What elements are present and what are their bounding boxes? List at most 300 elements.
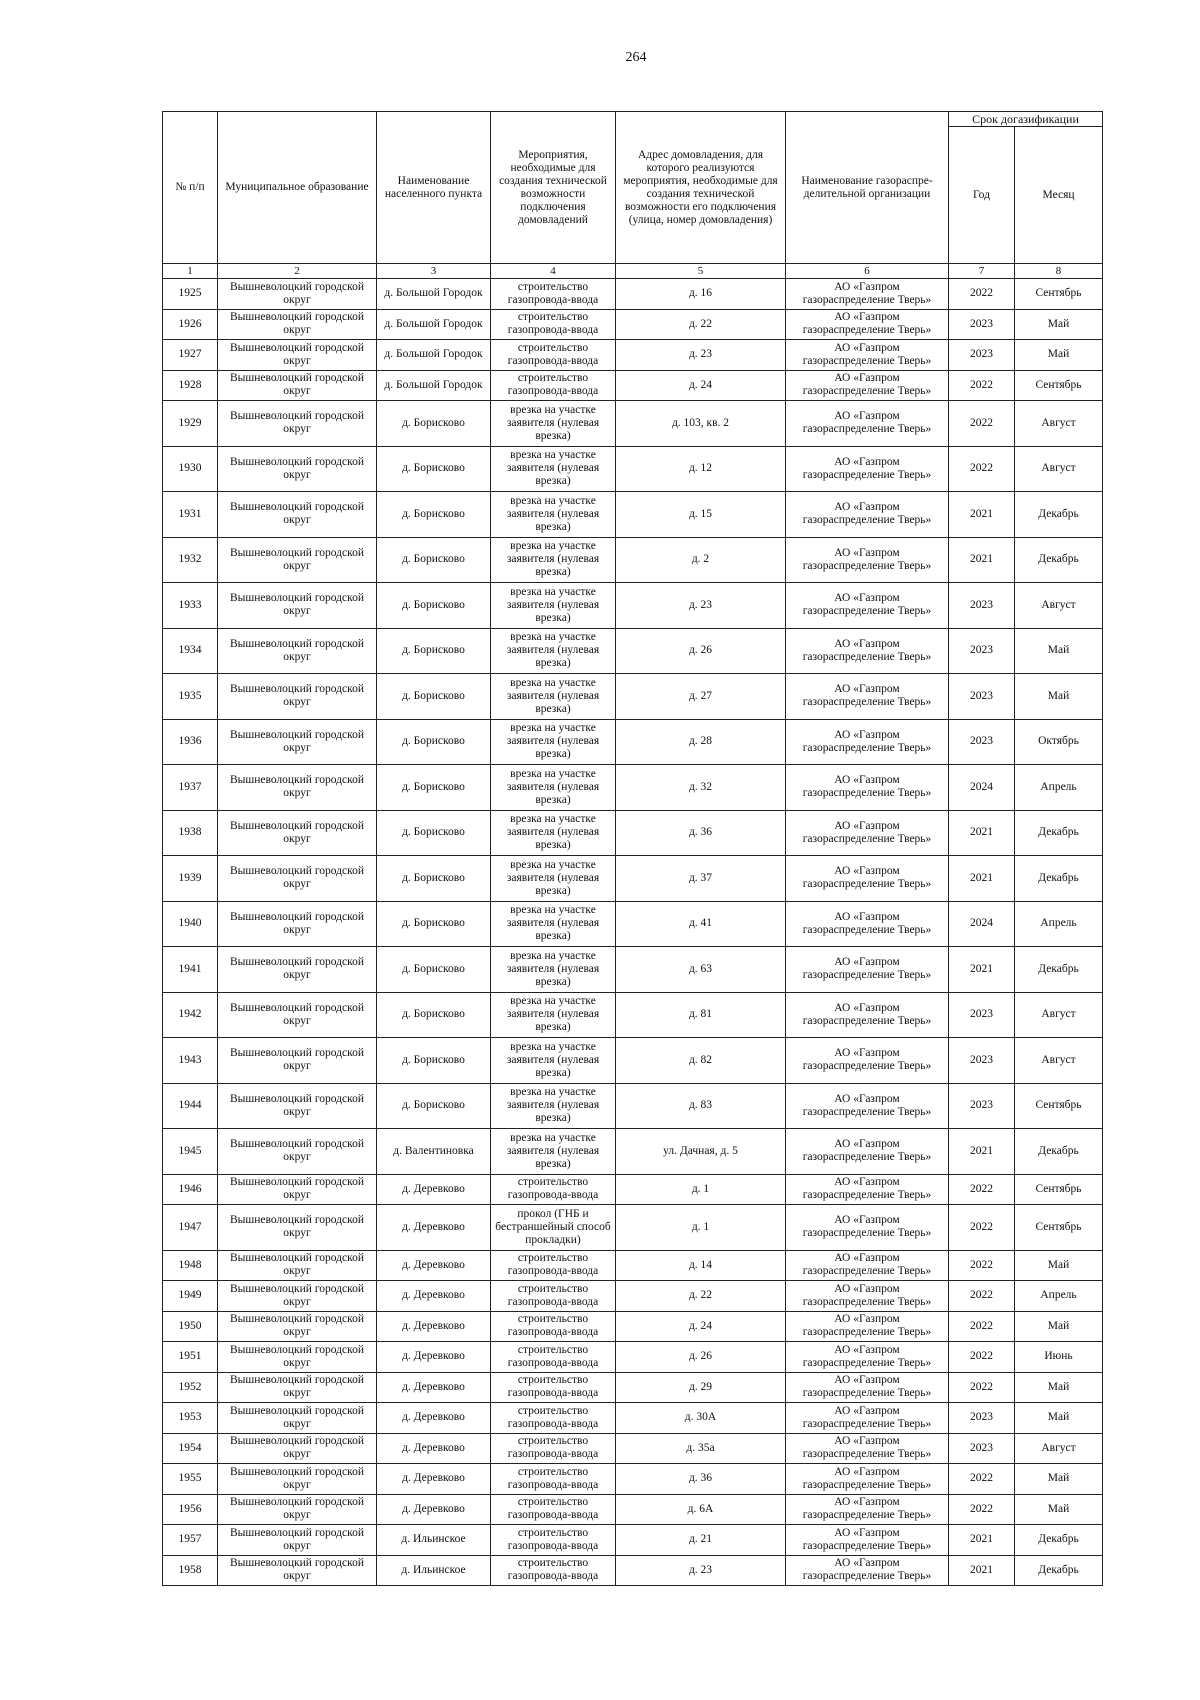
table-row <box>163 446 1103 492</box>
year-cell: 2022 <box>949 446 1015 492</box>
measures-cell: строительство газопровода-ввода <box>491 1494 616 1525</box>
month-cell: Август <box>1015 1433 1103 1464</box>
month-cell: Май <box>1015 1464 1103 1495</box>
table-row <box>163 537 1103 583</box>
month-cell: Декабрь <box>1015 1525 1103 1556</box>
month-cell: Декабрь <box>1015 856 1103 902</box>
year-cell: 2023 <box>949 674 1015 720</box>
page-number: 264 <box>625 50 647 65</box>
measures-cell: врезка на участке заявителя (нулевая врезка) <box>491 1038 616 1084</box>
settlement-cell: д. Борисково <box>377 1083 491 1129</box>
organization-cell: АО «Газпром газораспределение Тверь» <box>786 1464 949 1495</box>
row-number: 1933 <box>163 583 218 629</box>
table-row <box>163 370 1103 401</box>
organization-cell: АО «Газпром газораспределение Тверь» <box>786 628 949 674</box>
measures-cell: врезка на участке заявителя (нулевая врезка) <box>491 628 616 674</box>
organization-cell: АО «Газпром газораспределение Тверь» <box>786 856 949 902</box>
municipality-cell: Вышневолоцкий городской округ <box>218 279 377 310</box>
header-organization: Наименование газораспре-делительной организации <box>786 112 949 264</box>
address-cell: д. 103, кв. 2 <box>616 401 786 447</box>
organization-cell: АО «Газпром газораспределение Тверь» <box>786 1372 949 1403</box>
row-number: 1952 <box>163 1372 218 1403</box>
measures-cell: врезка на участке заявителя (нулевая врезка) <box>491 901 616 947</box>
table-row <box>163 1525 1103 1556</box>
organization-cell: АО «Газпром газораспределение Тверь» <box>786 1250 949 1281</box>
year-cell: 2022 <box>949 1174 1015 1205</box>
address-cell: д. 15 <box>616 492 786 538</box>
header-settlement: Наименование населенного пункта <box>377 112 491 264</box>
address-cell: д. 1 <box>616 1174 786 1205</box>
month-cell: Май <box>1015 1311 1103 1342</box>
municipality-cell: Вышневолоцкий городской округ <box>218 492 377 538</box>
settlement-cell: д. Борисково <box>377 719 491 765</box>
measures-cell: врезка на участке заявителя (нулевая врезка) <box>491 1083 616 1129</box>
year-cell: 2023 <box>949 1433 1015 1464</box>
table-row <box>163 856 1103 902</box>
organization-cell: АО «Газпром газораспределение Тверь» <box>786 1311 949 1342</box>
month-cell: Август <box>1015 583 1103 629</box>
measures-cell: врезка на участке заявителя (нулевая врезка) <box>491 1129 616 1175</box>
municipality-cell: Вышневолоцкий городской округ <box>218 1083 377 1129</box>
year-cell: 2024 <box>949 765 1015 811</box>
organization-cell: АО «Газпром газораспределение Тверь» <box>786 674 949 720</box>
year-cell: 2021 <box>949 1525 1015 1556</box>
year-cell: 2021 <box>949 856 1015 902</box>
header-num: № п/п <box>163 112 218 264</box>
municipality-cell: Вышневолоцкий городской округ <box>218 340 377 371</box>
settlement-cell: д. Борисково <box>377 992 491 1038</box>
municipality-cell: Вышневолоцкий городской округ <box>218 1129 377 1175</box>
municipality-cell: Вышневолоцкий городской округ <box>218 537 377 583</box>
year-cell: 2022 <box>949 370 1015 401</box>
address-cell: д. 63 <box>616 947 786 993</box>
month-cell: Сентябрь <box>1015 279 1103 310</box>
settlement-cell: д. Борисково <box>377 537 491 583</box>
year-cell: 2023 <box>949 719 1015 765</box>
year-cell: 2022 <box>949 1464 1015 1495</box>
municipality-cell: Вышневолоцкий городской округ <box>218 810 377 856</box>
year-cell: 2022 <box>949 1205 1015 1251</box>
municipality-cell: Вышневолоцкий городской округ <box>218 1433 377 1464</box>
measures-cell: врезка на участке заявителя (нулевая врезка) <box>491 446 616 492</box>
municipality-cell: Вышневолоцкий городской округ <box>218 1494 377 1525</box>
municipality-cell: Вышневолоцкий городской округ <box>218 628 377 674</box>
measures-cell: врезка на участке заявителя (нулевая врезка) <box>491 401 616 447</box>
settlement-cell: д. Борисково <box>377 765 491 811</box>
table-row <box>163 1342 1103 1373</box>
address-cell: д. 14 <box>616 1250 786 1281</box>
month-cell: Май <box>1015 309 1103 340</box>
address-cell: д. 28 <box>616 719 786 765</box>
header-deadline-group: Срок догазификации <box>949 112 1103 127</box>
settlement-cell: д. Ильинское <box>377 1555 491 1586</box>
year-cell: 2021 <box>949 810 1015 856</box>
table-row <box>163 992 1103 1038</box>
table-row <box>163 401 1103 447</box>
address-cell: д. 26 <box>616 1342 786 1373</box>
address-cell: д. 35а <box>616 1433 786 1464</box>
address-cell: д. 6А <box>616 1494 786 1525</box>
table-row <box>163 1250 1103 1281</box>
settlement-cell: д. Борисково <box>377 947 491 993</box>
organization-cell: АО «Газпром газораспределение Тверь» <box>786 1494 949 1525</box>
address-cell: д. 37 <box>616 856 786 902</box>
table-row <box>163 674 1103 720</box>
organization-cell: АО «Газпром газораспределение Тверь» <box>786 1342 949 1373</box>
month-cell: Август <box>1015 992 1103 1038</box>
month-cell: Август <box>1015 446 1103 492</box>
settlement-cell: д. Деревково <box>377 1464 491 1495</box>
settlement-cell: д. Деревково <box>377 1342 491 1373</box>
year-cell: 2021 <box>949 947 1015 993</box>
municipality-cell: Вышневолоцкий городской округ <box>218 992 377 1038</box>
row-number: 1932 <box>163 537 218 583</box>
month-cell: Апрель <box>1015 765 1103 811</box>
address-cell: д. 30А <box>616 1403 786 1434</box>
address-cell: д. 83 <box>616 1083 786 1129</box>
municipality-cell: Вышневолоцкий городской округ <box>218 1250 377 1281</box>
settlement-cell: д. Борисково <box>377 674 491 720</box>
settlement-cell: д. Борисково <box>377 401 491 447</box>
organization-cell: АО «Газпром газораспределение Тверь» <box>786 309 949 340</box>
municipality-cell: Вышневолоцкий городской округ <box>218 674 377 720</box>
month-cell: Сентябрь <box>1015 1205 1103 1251</box>
municipality-cell: Вышневолоцкий городской округ <box>218 1403 377 1434</box>
row-number: 1944 <box>163 1083 218 1129</box>
header-municipality: Муниципальное образование <box>218 112 377 264</box>
settlement-cell: д. Деревково <box>377 1281 491 1312</box>
settlement-cell: д. Борисково <box>377 628 491 674</box>
row-number: 1930 <box>163 446 218 492</box>
organization-cell: АО «Газпром газораспределение Тверь» <box>786 947 949 993</box>
municipality-cell: Вышневолоцкий городской округ <box>218 1464 377 1495</box>
measures-cell: строительство газопровода-ввода <box>491 1174 616 1205</box>
municipality-cell: Вышневолоцкий городской округ <box>218 1281 377 1312</box>
row-number: 1947 <box>163 1205 218 1251</box>
row-number: 1925 <box>163 279 218 310</box>
month-cell: Май <box>1015 1494 1103 1525</box>
measures-cell: строительство газопровода-ввода <box>491 1403 616 1434</box>
table-row <box>163 1129 1103 1175</box>
address-cell: д. 23 <box>616 1555 786 1586</box>
settlement-cell: д. Борисково <box>377 901 491 947</box>
year-cell: 2023 <box>949 583 1015 629</box>
month-cell: Декабрь <box>1015 537 1103 583</box>
address-cell: д. 16 <box>616 279 786 310</box>
column-number: 7 <box>949 264 1015 279</box>
table-row <box>163 279 1103 310</box>
table-row <box>163 1433 1103 1464</box>
settlement-cell: д. Борисково <box>377 1038 491 1084</box>
settlement-cell: д. Борисково <box>377 856 491 902</box>
settlement-cell: д. Деревково <box>377 1494 491 1525</box>
row-number: 1940 <box>163 901 218 947</box>
address-cell: д. 82 <box>616 1038 786 1084</box>
row-number: 1937 <box>163 765 218 811</box>
municipality-cell: Вышневолоцкий городской округ <box>218 856 377 902</box>
organization-cell: АО «Газпром газораспределение Тверь» <box>786 537 949 583</box>
settlement-cell: д. Большой Городок <box>377 309 491 340</box>
table-row <box>163 719 1103 765</box>
organization-cell: АО «Газпром газораспределение Тверь» <box>786 901 949 947</box>
year-cell: 2023 <box>949 992 1015 1038</box>
municipality-cell: Вышневолоцкий городской округ <box>218 1372 377 1403</box>
organization-cell: АО «Газпром газораспределение Тверь» <box>786 1038 949 1084</box>
year-cell: 2021 <box>949 537 1015 583</box>
month-cell: Апрель <box>1015 901 1103 947</box>
month-cell: Декабрь <box>1015 947 1103 993</box>
row-number: 1954 <box>163 1433 218 1464</box>
year-cell: 2023 <box>949 1038 1015 1084</box>
address-cell: д. 81 <box>616 992 786 1038</box>
year-cell: 2022 <box>949 1494 1015 1525</box>
organization-cell: АО «Газпром газораспределение Тверь» <box>786 992 949 1038</box>
row-number: 1951 <box>163 1342 218 1373</box>
column-number: 3 <box>377 264 491 279</box>
settlement-cell: д. Деревково <box>377 1174 491 1205</box>
municipality-cell: Вышневолоцкий городской округ <box>218 1311 377 1342</box>
row-number: 1929 <box>163 401 218 447</box>
organization-cell: АО «Газпром газораспределение Тверь» <box>786 1555 949 1586</box>
address-cell: д. 22 <box>616 1281 786 1312</box>
month-cell: Май <box>1015 628 1103 674</box>
year-cell: 2021 <box>949 492 1015 538</box>
address-cell: д. 2 <box>616 537 786 583</box>
table-body <box>163 279 1103 1586</box>
organization-cell: АО «Газпром газораспределение Тверь» <box>786 1281 949 1312</box>
municipality-cell: Вышневолоцкий городской округ <box>218 1555 377 1586</box>
year-cell: 2023 <box>949 628 1015 674</box>
organization-cell: АО «Газпром газораспределение Тверь» <box>786 1174 949 1205</box>
table-row <box>163 1083 1103 1129</box>
year-cell: 2023 <box>949 1083 1015 1129</box>
measures-cell: врезка на участке заявителя (нулевая врезка) <box>491 719 616 765</box>
settlement-cell: д. Борисково <box>377 810 491 856</box>
table-row <box>163 810 1103 856</box>
table-row <box>163 1174 1103 1205</box>
measures-cell: врезка на участке заявителя (нулевая врезка) <box>491 765 616 811</box>
municipality-cell: Вышневолоцкий городской округ <box>218 370 377 401</box>
organization-cell: АО «Газпром газораспределение Тверь» <box>786 492 949 538</box>
table-row <box>163 1464 1103 1495</box>
row-number: 1946 <box>163 1174 218 1205</box>
row-number: 1956 <box>163 1494 218 1525</box>
row-number: 1953 <box>163 1403 218 1434</box>
address-cell: д. 23 <box>616 583 786 629</box>
municipality-cell: Вышневолоцкий городской округ <box>218 401 377 447</box>
settlement-cell: д. Ильинское <box>377 1525 491 1556</box>
municipality-cell: Вышневолоцкий городской округ <box>218 446 377 492</box>
measures-cell: строительство газопровода-ввода <box>491 1555 616 1586</box>
row-number: 1936 <box>163 719 218 765</box>
settlement-cell: д. Большой Городок <box>377 340 491 371</box>
month-cell: Декабрь <box>1015 492 1103 538</box>
municipality-cell: Вышневолоцкий городской округ <box>218 947 377 993</box>
year-cell: 2023 <box>949 1403 1015 1434</box>
municipality-cell: Вышневолоцкий городской округ <box>218 1174 377 1205</box>
row-number: 1957 <box>163 1525 218 1556</box>
column-number: 4 <box>491 264 616 279</box>
month-cell: Июнь <box>1015 1342 1103 1373</box>
table-row <box>163 583 1103 629</box>
measures-cell: прокол (ГНБ и бестраншейный способ прокладки) <box>491 1205 616 1251</box>
table-row <box>163 340 1103 371</box>
measures-cell: строительство газопровода-ввода <box>491 1525 616 1556</box>
row-number: 1949 <box>163 1281 218 1312</box>
measures-cell: врезка на участке заявителя (нулевая врезка) <box>491 810 616 856</box>
month-cell: Май <box>1015 1250 1103 1281</box>
settlement-cell: д. Большой Городок <box>377 279 491 310</box>
table-row <box>163 947 1103 993</box>
table-row <box>163 1038 1103 1084</box>
header-year: Год <box>949 127 1015 264</box>
year-cell: 2023 <box>949 309 1015 340</box>
month-cell: Декабрь <box>1015 810 1103 856</box>
row-number: 1931 <box>163 492 218 538</box>
month-cell: Май <box>1015 1372 1103 1403</box>
measures-cell: строительство газопровода-ввода <box>491 1464 616 1495</box>
address-cell: д. 21 <box>616 1525 786 1556</box>
table-row <box>163 492 1103 538</box>
address-cell: д. 36 <box>616 810 786 856</box>
year-cell: 2022 <box>949 1311 1015 1342</box>
organization-cell: АО «Газпром газораспределение Тверь» <box>786 719 949 765</box>
settlement-cell: д. Борисково <box>377 492 491 538</box>
column-number-row <box>163 264 1103 279</box>
year-cell: 2021 <box>949 1555 1015 1586</box>
column-number: 2 <box>218 264 377 279</box>
year-cell: 2022 <box>949 1342 1015 1373</box>
municipality-cell: Вышневолоцкий городской округ <box>218 901 377 947</box>
year-cell: 2024 <box>949 901 1015 947</box>
municipality-cell: Вышневолоцкий городской округ <box>218 1525 377 1556</box>
organization-cell: АО «Газпром газораспределение Тверь» <box>786 279 949 310</box>
settlement-cell: д. Валентиновка <box>377 1129 491 1175</box>
row-number: 1941 <box>163 947 218 993</box>
column-number: 6 <box>786 264 949 279</box>
organization-cell: АО «Газпром газораспределение Тверь» <box>786 1129 949 1175</box>
measures-cell: врезка на участке заявителя (нулевая врезка) <box>491 947 616 993</box>
month-cell: Май <box>1015 1403 1103 1434</box>
address-cell: д. 1 <box>616 1205 786 1251</box>
organization-cell: АО «Газпром газораспределение Тверь» <box>786 1433 949 1464</box>
measures-cell: строительство газопровода-ввода <box>491 1342 616 1373</box>
measures-cell: строительство газопровода-ввода <box>491 1281 616 1312</box>
municipality-cell: Вышневолоцкий городской округ <box>218 1038 377 1084</box>
column-number: 8 <box>1015 264 1103 279</box>
measures-cell: врезка на участке заявителя (нулевая врезка) <box>491 992 616 1038</box>
settlement-cell: д. Деревково <box>377 1403 491 1434</box>
municipality-cell: Вышневолоцкий городской округ <box>218 583 377 629</box>
month-cell: Октябрь <box>1015 719 1103 765</box>
organization-cell: АО «Газпром газораспределение Тверь» <box>786 810 949 856</box>
column-number: 5 <box>616 264 786 279</box>
row-number: 1928 <box>163 370 218 401</box>
settlement-cell: д. Деревково <box>377 1250 491 1281</box>
address-cell: д. 12 <box>616 446 786 492</box>
table-row <box>163 1494 1103 1525</box>
year-cell: 2021 <box>949 1129 1015 1175</box>
row-number: 1935 <box>163 674 218 720</box>
row-number: 1927 <box>163 340 218 371</box>
year-cell: 2023 <box>949 340 1015 371</box>
month-cell: Сентябрь <box>1015 1174 1103 1205</box>
measures-cell: врезка на участке заявителя (нулевая врезка) <box>491 537 616 583</box>
month-cell: Май <box>1015 340 1103 371</box>
header-month: Месяц <box>1015 127 1103 264</box>
table-row <box>163 1555 1103 1586</box>
organization-cell: АО «Газпром газораспределение Тверь» <box>786 340 949 371</box>
month-cell: Апрель <box>1015 1281 1103 1312</box>
year-cell: 2022 <box>949 1372 1015 1403</box>
month-cell: Август <box>1015 401 1103 447</box>
measures-cell: строительство газопровода-ввода <box>491 309 616 340</box>
table-row <box>163 901 1103 947</box>
month-cell: Август <box>1015 1038 1103 1084</box>
measures-cell: врезка на участке заявителя (нулевая врезка) <box>491 583 616 629</box>
municipality-cell: Вышневолоцкий городской округ <box>218 1205 377 1251</box>
measures-cell: строительство газопровода-ввода <box>491 370 616 401</box>
address-cell: д. 24 <box>616 1311 786 1342</box>
measures-cell: строительство газопровода-ввода <box>491 340 616 371</box>
settlement-cell: д. Деревково <box>377 1372 491 1403</box>
header-measures: Мероприятия, необходимые для создания технической возможности подключения домовладений <box>491 112 616 264</box>
table-row <box>163 1372 1103 1403</box>
table-row <box>163 1281 1103 1312</box>
organization-cell: АО «Газпром газораспределение Тверь» <box>786 370 949 401</box>
month-cell: Май <box>1015 674 1103 720</box>
organization-cell: АО «Газпром газораспределение Тверь» <box>786 1083 949 1129</box>
municipality-cell: Вышневолоцкий городской округ <box>218 309 377 340</box>
row-number: 1945 <box>163 1129 218 1175</box>
table-row <box>163 1311 1103 1342</box>
column-number: 1 <box>163 264 218 279</box>
settlement-cell: д. Деревково <box>377 1311 491 1342</box>
year-cell: 2022 <box>949 1281 1015 1312</box>
table-row <box>163 1403 1103 1434</box>
year-cell: 2022 <box>949 401 1015 447</box>
municipality-cell: Вышневолоцкий городской округ <box>218 1342 377 1373</box>
table-row <box>163 628 1103 674</box>
address-cell: д. 29 <box>616 1372 786 1403</box>
settlement-cell: д. Борисково <box>377 583 491 629</box>
municipality-cell: Вышневолоцкий городской округ <box>218 765 377 811</box>
measures-cell: строительство газопровода-ввода <box>491 279 616 310</box>
row-number: 1938 <box>163 810 218 856</box>
year-cell: 2022 <box>949 279 1015 310</box>
measures-cell: врезка на участке заявителя (нулевая врезка) <box>491 856 616 902</box>
settlement-cell: д. Борисково <box>377 446 491 492</box>
measures-cell: строительство газопровода-ввода <box>491 1372 616 1403</box>
organization-cell: АО «Газпром газораспределение Тверь» <box>786 1205 949 1251</box>
row-number: 1955 <box>163 1464 218 1495</box>
organization-cell: АО «Газпром газораспределение Тверь» <box>786 583 949 629</box>
gasification-table <box>162 111 1103 1586</box>
organization-cell: АО «Газпром газораспределение Тверь» <box>786 765 949 811</box>
measures-cell: врезка на участке заявителя (нулевая врезка) <box>491 674 616 720</box>
measures-cell: строительство газопровода-ввода <box>491 1311 616 1342</box>
municipality-cell: Вышневолоцкий городской округ <box>218 719 377 765</box>
address-cell: д. 32 <box>616 765 786 811</box>
row-number: 1950 <box>163 1311 218 1342</box>
month-cell: Декабрь <box>1015 1555 1103 1586</box>
address-cell: д. 27 <box>616 674 786 720</box>
measures-cell: строительство газопровода-ввода <box>491 1433 616 1464</box>
address-cell: ул. Дачная, д. 5 <box>616 1129 786 1175</box>
header-address: Адрес домовладения, для которого реализуются мероприятия, необходимые для создания технической возможности его подключения (улица, номер домовладения) <box>616 112 786 264</box>
address-cell: д. 24 <box>616 370 786 401</box>
table-row <box>163 1205 1103 1251</box>
